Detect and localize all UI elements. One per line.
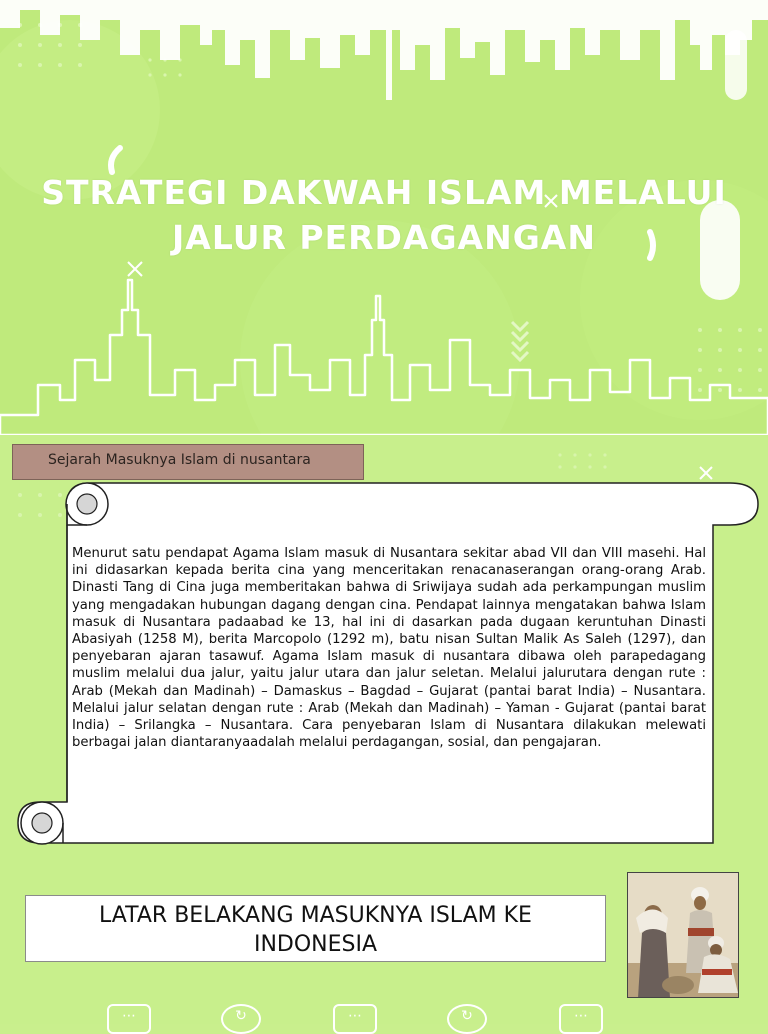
history-paragraph: Menurut satu pendapat Agama Islam masuk di Nusantara sekitar abad VII dan VIII masehi. Hal ini didasarkan kepada berita cina yang menceritakan renacanaserangan orang-orang Arab. Dinasti Tang di Cina juga memberitakan bahwa di Sriwijaya sudah ada perkampungan muslim yang mengadakan hubungan dagang dengan cina. Pendapat lainnya mengatakan bahwa Islam masuk di Nusantara padaabad ke 13, hal ini di dasarkan pada dugaan keruntuhan Dinasti Abasiyah (1258 M), berita Marcopolo (1292 m), batu nisan Sultan Malik As Saleh (1297), dan penyebaran ajaran tasawuf. Agama Islam masuk di nusantara dibawa oleh parapedagang muslim melalui dua jalur, yaitu jalur utara dan jalur seletan. Melalui jalurutara dengan rute : Arab (Mekah dan Madinah) – Damaskus – Bagdad – Gujarat (pantai barat India) – Nusantara. Melalui jalur selatan dengan rute : Arab (Mekah dan Madinah) – Yaman - Gujarat (pantai barat India) – Srilangka – Nusantara. Cara penyebaran Islam di Nusantara dilakukan melewati berbagai jalan diantaranyaadalah melalui perdagangan, sosial, dan pengajaran.: [72, 546, 706, 751]
nav-circle-1[interactable]: ↻: [221, 1004, 261, 1034]
title-line-1: STRATEGI DAKWAH ISLAM MELALUI: [41, 173, 727, 212]
nav-box-3[interactable]: ⋯: [559, 1004, 603, 1034]
nav-circle-2[interactable]: ↻: [447, 1004, 487, 1034]
subheading-line-2: INDONESIA: [253, 932, 378, 957]
merchants-illustration: [627, 872, 739, 998]
nav-box-1[interactable]: ⋯: [107, 1004, 151, 1034]
subheading-box: [25, 895, 606, 962]
title-line-2: JALUR PERDAGANGAN: [172, 218, 596, 257]
nav-box-2[interactable]: ⋯: [333, 1004, 377, 1034]
hero-banner: [0, 0, 768, 435]
slide-title: [0, 170, 768, 260]
section-label: Sejarah Masuknya Islam di nusantara: [12, 444, 364, 480]
subheading-line-1: LATAR BELAKANG MASUKNYA ISLAM KE: [99, 903, 532, 928]
